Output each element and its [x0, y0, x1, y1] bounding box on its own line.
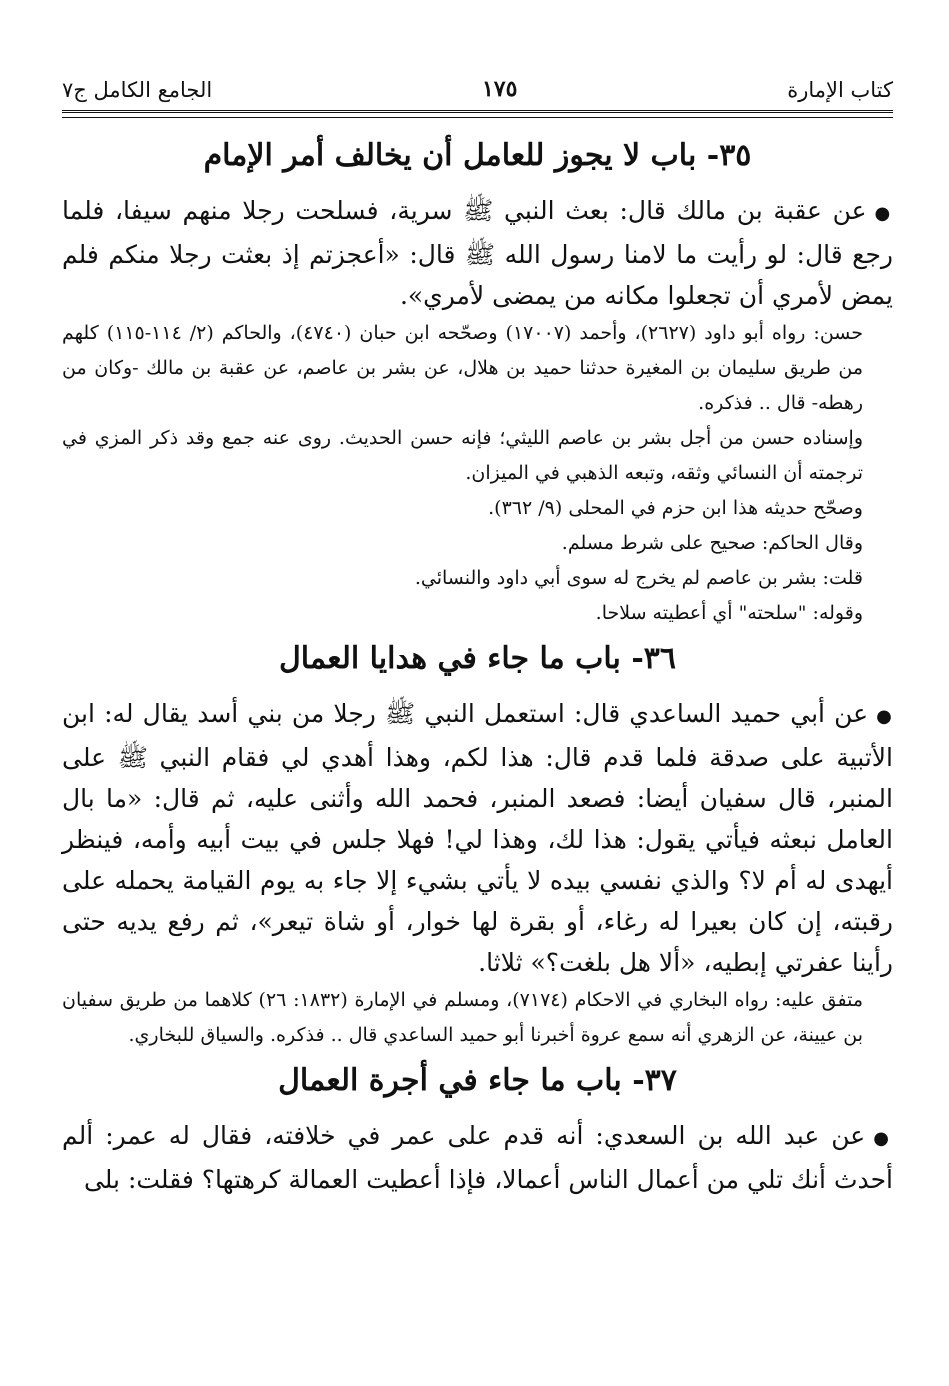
section-title: ٣٧- باب ما جاء في أجرة العمال: [278, 1063, 677, 1098]
takhrij-note: وصحّح حديثه هذا ابن حزم في المحلى (٩/ ٣٦٢).: [488, 497, 863, 519]
bullet-icon: ●: [876, 706, 893, 727]
section-35: [62, 132, 893, 631]
hadith-text: [62, 1115, 893, 1200]
hadith-body: عن عقبة بن مالك قال: بعث النبي ﷺ سرية، فسلحت رجلا منهم سيفا، فلما رجع قال: لو رأيت ما لامنا رسول الله ﷺ قال: «أعجزتم إذ بعثت رجلا منكم فلم يمض لأمري أن تجعلوا مكانه من يمضى لأمري».: [62, 196, 893, 310]
takhrij-note: وقال الحاكم: صحيح على شرط مسلم.: [561, 532, 863, 554]
bullet-icon: ●: [873, 1128, 893, 1149]
takhrij-note: وإسناده حسن من أجل بشر بن عاصم الليثي؛ فإنه حسن الحديث. روى عنه جمع وقد ذكر المزي في ترجمته أن النسائي وثقه، وتبعه الذهبي في الميزان.: [62, 427, 863, 484]
section-title: ٣٥- باب لا يجوز للعامل أن يخالف أمر الإمام: [203, 138, 752, 173]
hadith-body: عن أبي حميد الساعدي قال: استعمل النبي ﷺ رجلا من بني أسد يقال له: ابن الأتبية على صدقة فلما قدم قال: هذا لكم، وهذا أهدي لي فقام النبي ﷺ على المنبر، قال سفيان أيضا: فصعد المنبر، فحمد الله وأثنى عليه، ثم قال: «ما بال العامل نبعثه فيأتي يقول: هذا لك، وهذا لي! فهلا جلس في بيت أبيه وأمه، فينظر أيهدى له أم لا؟ والذي نفسي بيده لا يأتي بشيء إلا جاء به يوم القيامة يحمله على رقبته، إن كان بعيرا له رغاء، أو بقرة لها خوار، أو شاة تيعر»، ثم رفع يديه حتى رأينا عفرتي إبطيه، «ألا هل بلغت؟» ثلاثا.: [62, 699, 893, 977]
section-title: ٣٦- باب ما جاء في هدايا العمال: [278, 641, 677, 676]
section-36: [62, 635, 893, 1053]
hadith-text: [62, 693, 893, 983]
takhrij-note: متفق عليه: رواه البخاري في الاحكام (٧١٧٤)، ومسلم في الإمارة (١٨٣٢: ٢٦) كلاهما من طريق سفيان بن عيينة، عن الزهري أنه سمع عروة أخبرنا أبو حميد الساعدي قال .. فذكره. والسياق للبخاري.: [62, 989, 864, 1046]
takhrij-note: حسن: رواه أبو داود (٢٦٢٧)، وأحمد (١٧٠٠٧) وصحّحه ابن حبان (٤٧٤٠)، والحاكم (٢/ ١١٤-١١٥) كلهم من طريق سليمان بن المغيرة حدثنا حميد بن هلال، عن بشر بن عاصم، عن عقبة بن مالك -وكان من رهطه- قال .. فذكره.: [62, 322, 863, 414]
takhrij-note: قلت: بشر بن عاصم لم يخرج له سوى أبي داود والنسائي.: [414, 567, 863, 589]
section-37: [62, 1057, 893, 1200]
page-header: [62, 0, 893, 110]
hadith-text: [62, 190, 893, 316]
header-rule: [62, 110, 893, 115]
page-number: ١٧٥: [481, 76, 518, 102]
takhrij-note: وقوله: "سلحته" أي أعطيته سلاحا.: [595, 602, 863, 624]
header-volume: الجامع الكامل ج٧: [62, 78, 213, 102]
hadith-body: عن عبد الله بن السعدي: أنه قدم على عمر في خلافته، فقال له عمر: ألم أحدث أنك تلي من أعمال الناس أعمالا، فإذا أعطيت العمالة كرهتها؟ فقلت: بلى: [62, 1121, 893, 1194]
header-rule-thin: [62, 117, 893, 118]
header-book-chapter: كتاب الإمارة: [787, 78, 893, 102]
bullet-icon: ●: [874, 203, 893, 224]
